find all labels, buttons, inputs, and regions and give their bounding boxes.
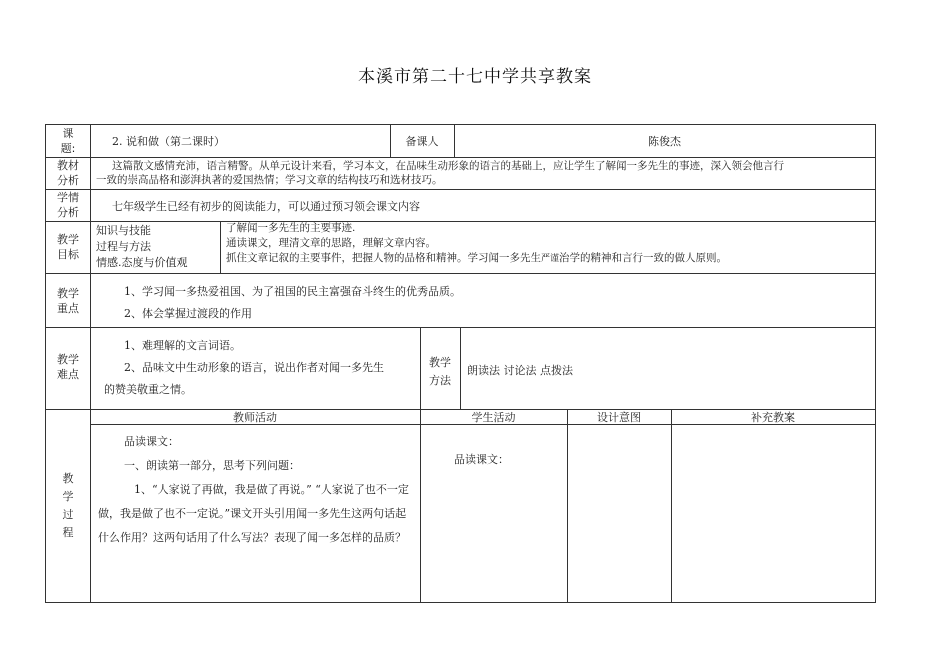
- material-label: 教材 分析: [57, 159, 79, 187]
- topic-value: 2. 说和做（第二课时）: [112, 135, 225, 148]
- focus-items: 1、学习闻一多热爱祖国、为了祖国的民主富强奋斗终生的优秀品质。 2、体会掌握过渡段的作用: [124, 285, 461, 320]
- teacher-line-1: 品读课文：: [124, 435, 179, 448]
- preparer-name: 陈俊杰: [648, 135, 681, 148]
- goals-items: 了解闻一多先生的主要事迹. 通读课文，理清文章的思路，理解文章内容。 抓住文章记叙的主要事件，把握人物的品格和精神。学习闻一多先生严谨治学的精神和言行一致的做人原则。: [226, 221, 727, 267]
- methods-text: 朗读法 讨论法 点拨法: [467, 364, 573, 377]
- students-label: 学情 分析: [57, 191, 79, 219]
- students-text: 七年级学生已经有初步的阅读能力，可以通过预习领会课文内容: [112, 200, 420, 213]
- method-label: 教学 方法: [429, 356, 451, 387]
- goals-label: 教学 目标: [57, 233, 79, 261]
- process-label: 教 学 过 程: [62, 472, 74, 539]
- col-student-header: 学生活动: [471, 411, 516, 424]
- focus-label: 教学 重点: [57, 287, 79, 315]
- col-design-header: 设计意图: [597, 411, 641, 424]
- difficulty-label: 教学 难点: [57, 353, 79, 381]
- col-supplement-header: 补充教案: [751, 411, 795, 424]
- student-line-1: 品读课文：: [454, 453, 509, 466]
- difficulty-items: 1、难理解的文言词语。 2、品味文中生动形象的语言，说出作者对闻一多先生 的赞美敬重之情。: [104, 339, 384, 396]
- topic-label: 课 题:: [60, 127, 76, 155]
- page-title: 本溪市第二十七中学共享教案: [358, 67, 592, 87]
- goal-3: 抓住文章记叙的主要事件，把握人物的品格和精神。学习闻一多先生严谨治学的精神和言行一致的做人原则。: [226, 252, 728, 264]
- material-text: 这篇散文感情充沛，语言精警。从单元设计来看，学习本文，在品味生动形象的语言的基础上，应让学生了解闻一多先生的事迹，深入领会他言行 一致的崇高品格和澎湃执著的爱国热情；学习文章的结构技巧和选材技巧。: [96, 160, 784, 186]
- goals-categories: 知识与技能 过程与方法 情感.态度与价值观: [96, 224, 188, 269]
- teacher-line-2: 一、朗读第一部分，思考下列问题：: [124, 459, 300, 472]
- col-teacher-header: 教师活动: [233, 411, 277, 424]
- preparer-label: 备课人: [405, 135, 439, 148]
- teacher-question: 1、“人家说了再做，我是做了再说。” “人家说了也不一定做，我是做了也不一定说。”课文开头引用闻一多先生这两句话起什么作用？这两句话用了什么写法？表现了闻一多怎样的品质？: [98, 483, 409, 544]
